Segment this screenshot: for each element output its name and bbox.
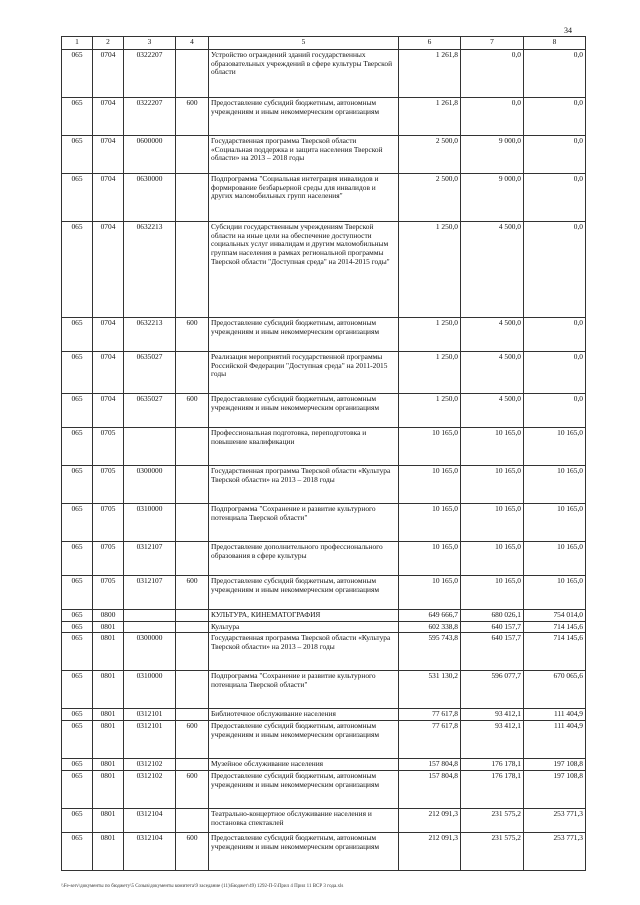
description-cell: Театрально-концертное обслуживание населения и постановка спектаклей xyxy=(209,808,399,832)
amount-cell-col8: 0,0 xyxy=(524,394,586,428)
amount-cell-col6: 212 091,3 xyxy=(399,808,461,832)
expense-type-cell xyxy=(176,610,209,622)
gl-code-cell: 065 xyxy=(62,352,93,394)
amount-cell-col6: 1 261,8 xyxy=(399,98,461,136)
amount-cell-col8: 253 771,3 xyxy=(524,808,586,832)
description-cell: Подпрограмма "Сохранение и развитие культурного потенциала Тверской области" xyxy=(209,671,399,709)
section-code-cell: 0801 xyxy=(93,633,124,671)
expense-type-cell xyxy=(176,504,209,542)
section-code-cell: 0801 xyxy=(93,808,124,832)
amount-cell-col7: 10 165,0 xyxy=(461,504,524,542)
expense-type-cell: 600 xyxy=(176,721,209,759)
table-row xyxy=(62,721,586,759)
expense-type-cell xyxy=(176,808,209,832)
amount-cell-col6: 157 804,8 xyxy=(399,770,461,808)
amount-cell-col7: 10 165,0 xyxy=(461,576,524,610)
section-code-cell: 0705 xyxy=(93,504,124,542)
target-code-cell: 0630000 xyxy=(124,174,176,222)
table-row xyxy=(62,318,586,352)
expense-type-cell xyxy=(176,50,209,98)
target-code-cell: 0312104 xyxy=(124,808,176,832)
target-code-cell xyxy=(124,428,176,466)
gl-code-cell: 065 xyxy=(62,174,93,222)
amount-cell-col6: 1 250,0 xyxy=(399,352,461,394)
section-code-cell: 0705 xyxy=(93,428,124,466)
gl-code-cell: 065 xyxy=(62,222,93,318)
amount-cell-col6: 212 091,3 xyxy=(399,832,461,870)
section-code-cell: 0704 xyxy=(93,222,124,318)
description-cell: Реализация мероприятий государственной программы Российской Федерации "Доступная среда" на 2011-2015 годы xyxy=(209,352,399,394)
gl-code-cell: 065 xyxy=(62,136,93,174)
amount-cell-col7: 9 000,0 xyxy=(461,136,524,174)
target-code-cell: 0322207 xyxy=(124,50,176,98)
description-cell: Библиотечное обслуживание населения xyxy=(209,709,399,721)
gl-code-cell: 065 xyxy=(62,759,93,771)
gl-code-cell: 065 xyxy=(62,428,93,466)
amount-cell-col6: 595 743,8 xyxy=(399,633,461,671)
amount-cell-col8: 10 165,0 xyxy=(524,466,586,504)
table-row xyxy=(62,808,586,832)
target-code-cell: 0300000 xyxy=(124,633,176,671)
target-code-cell: 0312107 xyxy=(124,576,176,610)
section-code-cell: 0705 xyxy=(93,542,124,576)
table-row xyxy=(62,709,586,721)
gl-code-cell: 065 xyxy=(62,832,93,870)
section-code-cell: 0801 xyxy=(93,621,124,633)
amount-cell-col8: 10 165,0 xyxy=(524,428,586,466)
amount-cell-col8: 10 165,0 xyxy=(524,504,586,542)
target-code-cell: 0300000 xyxy=(124,466,176,504)
table-row xyxy=(62,50,586,98)
expense-type-cell xyxy=(176,136,209,174)
gl-code-cell: 065 xyxy=(62,770,93,808)
target-code-cell: 0312101 xyxy=(124,721,176,759)
description-cell: Музейное обслуживание населения xyxy=(209,759,399,771)
table-row xyxy=(62,542,586,576)
header-cell: 1 xyxy=(62,37,93,50)
table-row xyxy=(62,504,586,542)
description-cell: Субсидии государственным учреждениям Тверской области на иные цели на обеспечение доступности социальных услуг инвалидам и другим маломобильным группам населения в рамках региональной программы Тверской области "Доступная среда" на 2014-2015 годы" xyxy=(209,222,399,318)
table-row xyxy=(62,832,586,870)
target-code-cell xyxy=(124,610,176,622)
gl-code-cell: 065 xyxy=(62,466,93,504)
expense-type-cell xyxy=(176,222,209,318)
description-cell: Подпрограмма "Социальная интеграция инвалидов и формирование безбарьерной среды для инвалидов и других маломобильных групп населения" xyxy=(209,174,399,222)
table-row xyxy=(62,759,586,771)
description-cell: Устройство ограждений зданий государственных образовательных учреждений в сфере культуры Тверской области xyxy=(209,50,399,98)
amount-cell-col7: 231 575,2 xyxy=(461,832,524,870)
table-row xyxy=(62,610,586,622)
gl-code-cell: 065 xyxy=(62,394,93,428)
section-code-cell: 0800 xyxy=(93,610,124,622)
amount-cell-col6: 77 617,8 xyxy=(399,721,461,759)
header-cell: 4 xyxy=(176,37,209,50)
amount-cell-col8: 754 014,0 xyxy=(524,610,586,622)
amount-cell-col7: 640 157,7 xyxy=(461,633,524,671)
expense-type-cell: 600 xyxy=(176,576,209,610)
table-row xyxy=(62,466,586,504)
gl-code-cell: 065 xyxy=(62,542,93,576)
amount-cell-col6: 77 617,8 xyxy=(399,709,461,721)
amount-cell-col6: 10 165,0 xyxy=(399,504,461,542)
target-code-cell: 0310000 xyxy=(124,504,176,542)
section-code-cell: 0704 xyxy=(93,174,124,222)
section-code-cell: 0705 xyxy=(93,466,124,504)
amount-cell-col8: 714 145,6 xyxy=(524,633,586,671)
gl-code-cell: 065 xyxy=(62,318,93,352)
gl-code-cell: 065 xyxy=(62,50,93,98)
file-path-footer: \\Fe-serv\документы по бюджету\5 Созыв\документы комитета\9 заседание (11)\Бюджет\49) 1292-П-5\Прил 4 Прил 11 ВСР 3 года.xls xyxy=(61,884,344,889)
gl-code-cell: 065 xyxy=(62,504,93,542)
expense-type-cell xyxy=(176,174,209,222)
section-code-cell: 0801 xyxy=(93,759,124,771)
description-cell: Государственная программа Тверской области «Культура Тверской области» на 2013 – 2018 годы xyxy=(209,466,399,504)
header-cell: 3 xyxy=(124,37,176,50)
amount-cell-col6: 2 500,0 xyxy=(399,136,461,174)
amount-cell-col8: 670 065,6 xyxy=(524,671,586,709)
table-row xyxy=(62,770,586,808)
gl-code-cell: 065 xyxy=(62,621,93,633)
amount-cell-col6: 1 250,0 xyxy=(399,222,461,318)
target-code-cell: 0312102 xyxy=(124,759,176,771)
amount-cell-col7: 10 165,0 xyxy=(461,542,524,576)
target-code-cell: 0312102 xyxy=(124,770,176,808)
amount-cell-col6: 10 165,0 xyxy=(399,542,461,576)
table-row xyxy=(62,428,586,466)
description-cell: Профессиональная подготовка, переподготовка и повышение квалификации xyxy=(209,428,399,466)
amount-cell-col8: 111 404,9 xyxy=(524,721,586,759)
amount-cell-col7: 596 077,7 xyxy=(461,671,524,709)
section-code-cell: 0801 xyxy=(93,671,124,709)
page-number: 34 xyxy=(564,26,572,35)
description-cell: КУЛЬТУРА, КИНЕМАТОГРАФИЯ xyxy=(209,610,399,622)
amount-cell-col7: 680 026,1 xyxy=(461,610,524,622)
amount-cell-col8: 0,0 xyxy=(524,136,586,174)
amount-cell-col6: 1 250,0 xyxy=(399,318,461,352)
description-cell: Предоставление субсидий бюджетным, автономным учреждениям и иным некоммерческим организациям xyxy=(209,394,399,428)
amount-cell-col8: 0,0 xyxy=(524,222,586,318)
table-row xyxy=(62,621,586,633)
target-code-cell: 0310000 xyxy=(124,671,176,709)
amount-cell-col8: 197 108,8 xyxy=(524,770,586,808)
target-code-cell xyxy=(124,621,176,633)
description-cell: Предоставление субсидий бюджетным, автономным учреждениям и иным некоммерческим организациям xyxy=(209,832,399,870)
expense-type-cell xyxy=(176,633,209,671)
amount-cell-col8: 111 404,9 xyxy=(524,709,586,721)
description-cell: Предоставление субсидий бюджетным, автономным учреждениям и иным некоммерческим организациям xyxy=(209,721,399,759)
header-cell: 5 xyxy=(209,37,399,50)
amount-cell-col8: 714 145,6 xyxy=(524,621,586,633)
expense-type-cell xyxy=(176,621,209,633)
description-cell: Государственная программа Тверской области «Социальная поддержка и защита населения Тверской области» на 2013 – 2018 годы xyxy=(209,136,399,174)
table-row xyxy=(62,394,586,428)
expense-type-cell: 600 xyxy=(176,318,209,352)
header-cell: 7 xyxy=(461,37,524,50)
gl-code-cell: 065 xyxy=(62,808,93,832)
section-code-cell: 0801 xyxy=(93,721,124,759)
amount-cell-col8: 10 165,0 xyxy=(524,542,586,576)
target-code-cell: 0632213 xyxy=(124,318,176,352)
gl-code-cell: 065 xyxy=(62,98,93,136)
amount-cell-col8: 0,0 xyxy=(524,98,586,136)
section-code-cell: 0704 xyxy=(93,352,124,394)
description-cell: Предоставление субсидий бюджетным, автономным учреждениям и иным некоммерческим организациям xyxy=(209,576,399,610)
table-row xyxy=(62,671,586,709)
description-cell: Культура xyxy=(209,621,399,633)
description-cell: Предоставление субсидий бюджетным, автономным учреждениям и иным некоммерческим организациям xyxy=(209,318,399,352)
section-code-cell: 0704 xyxy=(93,98,124,136)
amount-cell-col8: 10 165,0 xyxy=(524,576,586,610)
description-cell: Предоставление субсидий бюджетным, автономным учреждениям и иным некоммерческим организациям xyxy=(209,770,399,808)
amount-cell-col6: 10 165,0 xyxy=(399,576,461,610)
amount-cell-col6: 10 165,0 xyxy=(399,466,461,504)
gl-code-cell: 065 xyxy=(62,709,93,721)
table-row xyxy=(62,98,586,136)
target-code-cell: 0632213 xyxy=(124,222,176,318)
table-row xyxy=(62,174,586,222)
amount-cell-col6: 649 666,7 xyxy=(399,610,461,622)
description-cell: Государственная программа Тверской области «Культура Тверской области» на 2013 – 2018 годы xyxy=(209,633,399,671)
target-code-cell: 0600000 xyxy=(124,136,176,174)
table-row xyxy=(62,576,586,610)
amount-cell-col6: 10 165,0 xyxy=(399,428,461,466)
gl-code-cell: 065 xyxy=(62,610,93,622)
expense-type-cell xyxy=(176,352,209,394)
section-code-cell: 0801 xyxy=(93,709,124,721)
amount-cell-col8: 253 771,3 xyxy=(524,832,586,870)
section-code-cell: 0705 xyxy=(93,576,124,610)
amount-cell-col8: 0,0 xyxy=(524,174,586,222)
table-row xyxy=(62,136,586,174)
target-code-cell: 0312104 xyxy=(124,832,176,870)
amount-cell-col7: 93 412,1 xyxy=(461,709,524,721)
amount-cell-col6: 531 130,2 xyxy=(399,671,461,709)
amount-cell-col7: 93 412,1 xyxy=(461,721,524,759)
amount-cell-col6: 1 250,0 xyxy=(399,394,461,428)
expense-type-cell xyxy=(176,759,209,771)
amount-cell-col6: 2 500,0 xyxy=(399,174,461,222)
amount-cell-col7: 4 500,0 xyxy=(461,394,524,428)
expense-type-cell: 600 xyxy=(176,832,209,870)
amount-cell-col8: 0,0 xyxy=(524,50,586,98)
section-code-cell: 0704 xyxy=(93,394,124,428)
expense-type-cell xyxy=(176,466,209,504)
target-code-cell: 0635027 xyxy=(124,352,176,394)
amount-cell-col7: 176 178,1 xyxy=(461,770,524,808)
gl-code-cell: 065 xyxy=(62,633,93,671)
amount-cell-col7: 4 500,0 xyxy=(461,318,524,352)
description-cell: Предоставление субсидий бюджетным, автономным учреждениям и иным некоммерческим организациям xyxy=(209,98,399,136)
target-code-cell: 0312107 xyxy=(124,542,176,576)
expense-type-cell xyxy=(176,671,209,709)
amount-cell-col7: 4 500,0 xyxy=(461,222,524,318)
section-code-cell: 0801 xyxy=(93,832,124,870)
budget-table xyxy=(61,36,586,871)
expense-type-cell xyxy=(176,542,209,576)
amount-cell-col8: 197 108,8 xyxy=(524,759,586,771)
amount-cell-col7: 10 165,0 xyxy=(461,428,524,466)
gl-code-cell: 065 xyxy=(62,576,93,610)
target-code-cell: 0312101 xyxy=(124,709,176,721)
amount-cell-col8: 0,0 xyxy=(524,352,586,394)
section-code-cell: 0704 xyxy=(93,50,124,98)
table-row xyxy=(62,633,586,671)
header-row xyxy=(62,37,586,50)
amount-cell-col7: 231 575,2 xyxy=(461,808,524,832)
expense-type-cell xyxy=(176,709,209,721)
expense-type-cell: 600 xyxy=(176,98,209,136)
expense-type-cell: 600 xyxy=(176,770,209,808)
amount-cell-col7: 0,0 xyxy=(461,98,524,136)
amount-cell-col6: 157 804,8 xyxy=(399,759,461,771)
expense-type-cell: 600 xyxy=(176,394,209,428)
header-cell: 2 xyxy=(93,37,124,50)
amount-cell-col7: 176 178,1 xyxy=(461,759,524,771)
amount-cell-col7: 640 157,7 xyxy=(461,621,524,633)
amount-cell-col8: 0,0 xyxy=(524,318,586,352)
amount-cell-col6: 602 338,8 xyxy=(399,621,461,633)
table-row xyxy=(62,222,586,318)
header-cell: 8 xyxy=(524,37,586,50)
header-cell: 6 xyxy=(399,37,461,50)
description-cell: Предоставление дополнительного профессионального образования в сфере культуры xyxy=(209,542,399,576)
amount-cell-col7: 0,0 xyxy=(461,50,524,98)
amount-cell-col7: 4 500,0 xyxy=(461,352,524,394)
target-code-cell: 0635027 xyxy=(124,394,176,428)
description-cell: Подпрограмма "Сохранение и развитие культурного потенциала Тверской области" xyxy=(209,504,399,542)
section-code-cell: 0801 xyxy=(93,770,124,808)
amount-cell-col7: 9 000,0 xyxy=(461,174,524,222)
expense-type-cell xyxy=(176,428,209,466)
target-code-cell: 0322207 xyxy=(124,98,176,136)
gl-code-cell: 065 xyxy=(62,671,93,709)
table-row xyxy=(62,352,586,394)
section-code-cell: 0704 xyxy=(93,318,124,352)
gl-code-cell: 065 xyxy=(62,721,93,759)
section-code-cell: 0704 xyxy=(93,136,124,174)
amount-cell-col7: 10 165,0 xyxy=(461,466,524,504)
amount-cell-col6: 1 261,8 xyxy=(399,50,461,98)
